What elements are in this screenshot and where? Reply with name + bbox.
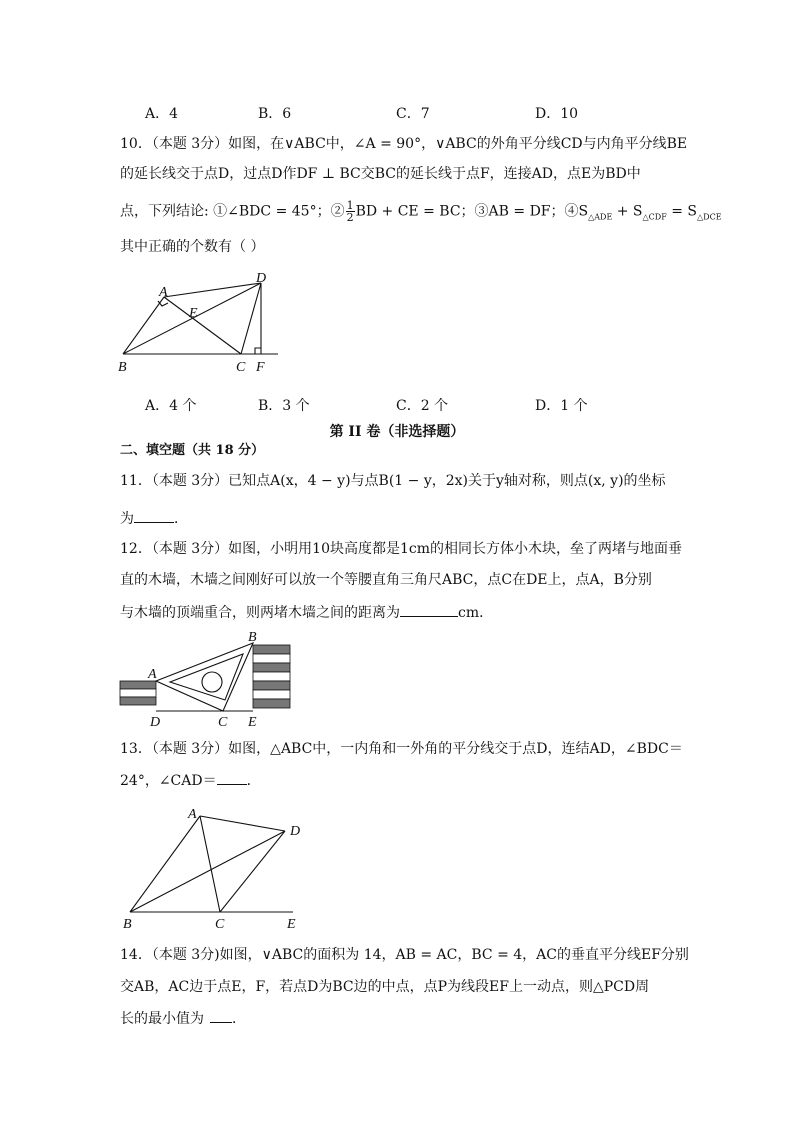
q10-label-e: E bbox=[189, 306, 198, 321]
fig-line-ad bbox=[200, 816, 285, 831]
q10-label-f: F bbox=[256, 360, 265, 375]
q10-sub-1: △ADE bbox=[588, 212, 613, 222]
fig-line-bd bbox=[130, 831, 285, 912]
fig-line-ac bbox=[200, 816, 220, 912]
q10-line-4: 其中正确的个数有（ ） bbox=[120, 239, 265, 255]
q12-label-c: C bbox=[218, 715, 228, 730]
q10-line-2: 的延长线交于点D，过点D作DF ⊥ BC交BC的延长线于点F，连接AD，点E为BD中 bbox=[120, 166, 641, 182]
fig-line-cd bbox=[220, 831, 285, 912]
q14-line-1: 14．（本题 3分)如图，∨ABC的面积为 14，AB = AC，BC = 4，AC的垂直平分线EF分别 bbox=[120, 947, 689, 963]
q10-line-3 bbox=[120, 200, 722, 227]
q13-line-1: 13．（本题 3分）如图，△ABC中，一内角和一外角的平分线交于点D，连结AD，∠BDC＝ bbox=[120, 741, 683, 757]
q10-option-b: B．3 个 bbox=[258, 398, 310, 414]
right-angle-mark-a bbox=[158, 301, 168, 306]
q10-line-3-part-c: + S bbox=[612, 203, 643, 220]
q10-line-3-part-a: 点，下列结论: ①∠BDC = 45°；② bbox=[120, 203, 345, 220]
q13-line-2 bbox=[120, 770, 261, 791]
q10-line-1: 10．（本题 3分）如图，在∨ABC中，∠A = 90°，∨ABC的外角平分线CD与内角平分线BE bbox=[120, 136, 688, 152]
fig-line-ac bbox=[164, 297, 241, 354]
q10-option-c: C．2 个 bbox=[396, 398, 449, 414]
q12-figure bbox=[112, 626, 302, 730]
q12-line-3-unit: cm． bbox=[458, 605, 494, 621]
q11-answer-blank[interactable] bbox=[134, 508, 174, 523]
q11-line-1: 11．（本题 3分）已知点A(x，4 − y)与点B(1 − y，2x)关于y轴对称，则点(x, y)的坐标 bbox=[120, 473, 666, 489]
fig-line-cd bbox=[241, 283, 261, 354]
q10-option-d: D．1 个 bbox=[535, 398, 588, 414]
q12-label-d: D bbox=[150, 715, 161, 730]
q12-line-2: 直的木墙，木墙之间刚好可以放一个等腰直角三角尺ABC，点C在DE上，点A，B分别 bbox=[120, 572, 652, 588]
q12-line-3-text: 与木墙的顶端重合，则两堵木墙之间的距离为 bbox=[120, 605, 400, 621]
q13-label-b: B bbox=[123, 917, 132, 932]
q9-option-b: B．6 bbox=[258, 106, 292, 122]
q12-label-a: A bbox=[148, 667, 157, 682]
q14-line-3-text: 长的最小值为 bbox=[120, 1011, 204, 1027]
q14-answer-blank[interactable] bbox=[210, 1008, 232, 1023]
fraction-numerator: 1 bbox=[346, 199, 354, 212]
ruler-hole bbox=[202, 672, 222, 692]
q12-line-3 bbox=[120, 602, 493, 623]
q13-line-2-end: ． bbox=[246, 773, 261, 789]
q13-line-2-text: 24°，∠CAD＝ bbox=[120, 773, 217, 789]
left-wall bbox=[120, 681, 156, 705]
q10-fraction bbox=[346, 200, 355, 223]
fraction-denominator: 2 bbox=[346, 211, 354, 224]
q13-figure bbox=[115, 802, 315, 932]
fig-line-ba bbox=[123, 297, 164, 354]
q10-line-3-part-b: BD + CE = BC；③AB = DF；④S bbox=[355, 203, 589, 220]
part-2-title: 第 II 卷（非选择题） bbox=[329, 424, 465, 440]
q13-label-d: D bbox=[290, 824, 301, 839]
q12-line-1: 12．（本题 3分）如图，小明用10块高度都是1cm的相同长方体小木块，垒了两堵与地面垂 bbox=[120, 541, 683, 557]
q10-label-a: A bbox=[159, 285, 168, 300]
q10-figure bbox=[110, 268, 290, 378]
q10-label-c: C bbox=[236, 360, 246, 375]
q10-line-3-part-d: = S bbox=[666, 203, 698, 220]
q9-option-a: A．4 bbox=[145, 106, 179, 122]
q13-label-e: E bbox=[287, 917, 296, 932]
section-2-heading: 二、填空题（共 18 分） bbox=[120, 443, 265, 458]
q14-line-3-end: ． bbox=[232, 1011, 246, 1027]
q10-sub-3: △DCE bbox=[697, 212, 722, 222]
q14-line-2: 交AB，AC边于点E，F，若点D为BC边的中点，点P为线段EF上一动点，则△PCD周 bbox=[120, 979, 650, 995]
q13-label-a: A bbox=[188, 807, 197, 822]
fig-line-ba bbox=[130, 816, 200, 912]
q12-answer-blank[interactable] bbox=[400, 602, 458, 617]
right-angle-mark-f bbox=[255, 348, 261, 354]
q10-label-b: B bbox=[118, 360, 127, 375]
q10-sub-2: △CDF bbox=[642, 212, 667, 222]
q9-option-d: D．10 bbox=[535, 106, 579, 122]
q11-line-2-text: 为 bbox=[120, 511, 134, 527]
q12-label-b: B bbox=[248, 630, 257, 645]
right-wall bbox=[253, 645, 290, 708]
q10-option-a: A．4 个 bbox=[145, 398, 197, 414]
q13-answer-blank[interactable] bbox=[217, 770, 247, 785]
q11-line-2-end: ． bbox=[174, 511, 188, 527]
q9-option-c: C．7 bbox=[396, 106, 430, 122]
q14-line-3 bbox=[120, 1008, 246, 1029]
q12-label-e: E bbox=[248, 715, 257, 730]
triangle-ruler-outer bbox=[156, 643, 253, 711]
q13-label-c: C bbox=[215, 917, 225, 932]
q11-line-2 bbox=[120, 508, 188, 529]
q10-label-d: D bbox=[256, 271, 267, 286]
